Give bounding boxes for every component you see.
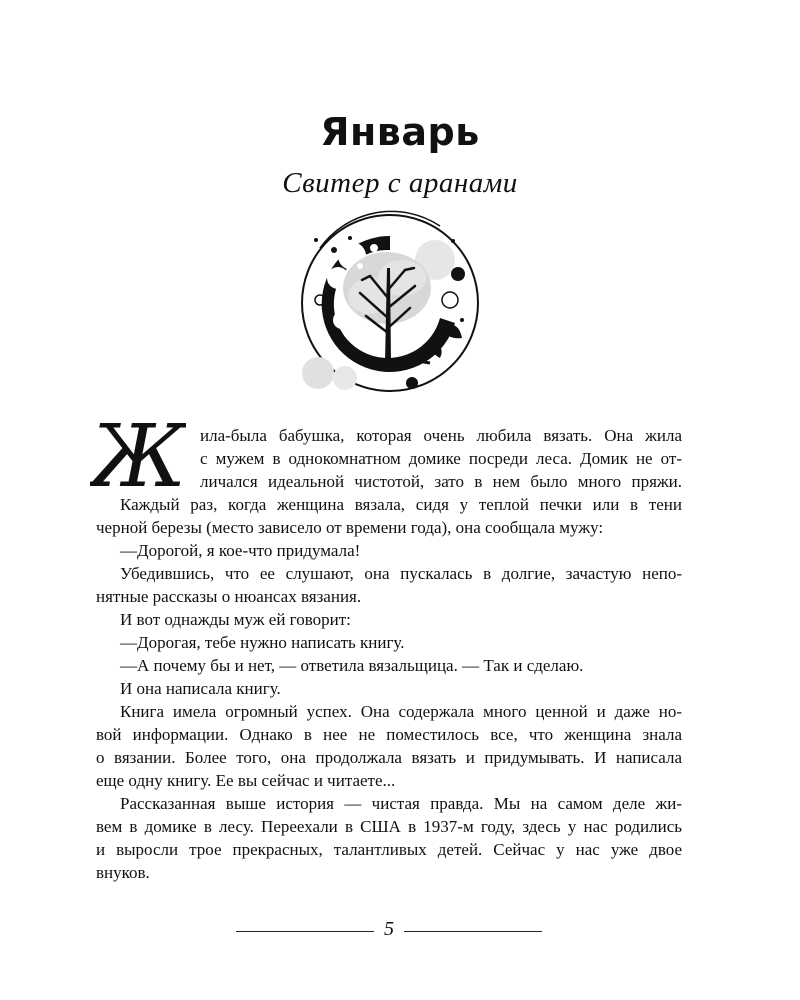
- text-line-1: ила-была бабушка, которая очень любила вязать. Она жила: [200, 426, 682, 445]
- text-line-5: черной березы (место зависело от времени года), она сообщала мужу:: [96, 518, 604, 537]
- winter-tree-icon: [290, 208, 490, 398]
- text-line-8: нятные рассказы о нюансах вязания.: [96, 587, 362, 606]
- drop-cap-letter: [90, 414, 186, 498]
- text-line-10: —Дорогая, тебе нужно написать книгу.: [120, 633, 405, 652]
- text-line-3: личался идеальной чистотой, зато в нем было много пряжи.: [200, 472, 682, 491]
- text-line-7: Убедившись, что ее слушают, она пускалась в долгие, зачастую непо-: [120, 564, 682, 583]
- text-line-11: —А почему бы и нет, — ответила вязальщица. — Так и сделаю.: [120, 656, 584, 675]
- text-line-4: Каждый раз, когда женщина вязала, сидя у теплой печки или в тени: [120, 495, 682, 514]
- footer-rule-left: [236, 931, 374, 932]
- text-line-12: И она написала книгу.: [120, 679, 281, 698]
- svg-text:Ж: Ж: [90, 414, 186, 498]
- text-line-18: вем в домике в лесу. Переехали в США в 1937-м году, здесь у нас родились: [96, 817, 682, 836]
- chapter-title: Январь: [320, 110, 480, 154]
- body-text: [90, 414, 682, 884]
- text-line-9: И вот однажды муж ей говорит:: [120, 610, 351, 629]
- chapter-subtitle: Свитер с аранами: [282, 167, 518, 199]
- page-number: 5: [384, 918, 394, 940]
- text-line-19: и выросли трое прекрасных, талантливых детей. Сейчас у нас уже двое: [96, 840, 682, 859]
- text-line-14: вой информации. Однако в нее не поместилось все, что женщина знала: [96, 725, 682, 744]
- text-line-2: с мужем в однокомнатном домике посреди леса. Домик не от-: [200, 449, 682, 468]
- text-line-20: внуков.: [96, 863, 150, 882]
- text-line-13: Книга имела огромный успех. Она содержала много ценной и даже но-: [120, 702, 682, 721]
- text-line-15: о вязании. Более того, она продолжала вязать и придумывать. И написала: [96, 748, 682, 767]
- page-footer: [236, 918, 542, 940]
- footer-rule-right: [404, 931, 542, 932]
- text-line-17: Рассказанная выше история — чистая правда. Мы на самом деле жи-: [120, 794, 682, 813]
- text-line-16: еще одну книгу. Ее вы сейчас и читаете...: [96, 771, 396, 790]
- text-line-6: —Дорогой, я кое-что придумала!: [120, 541, 361, 560]
